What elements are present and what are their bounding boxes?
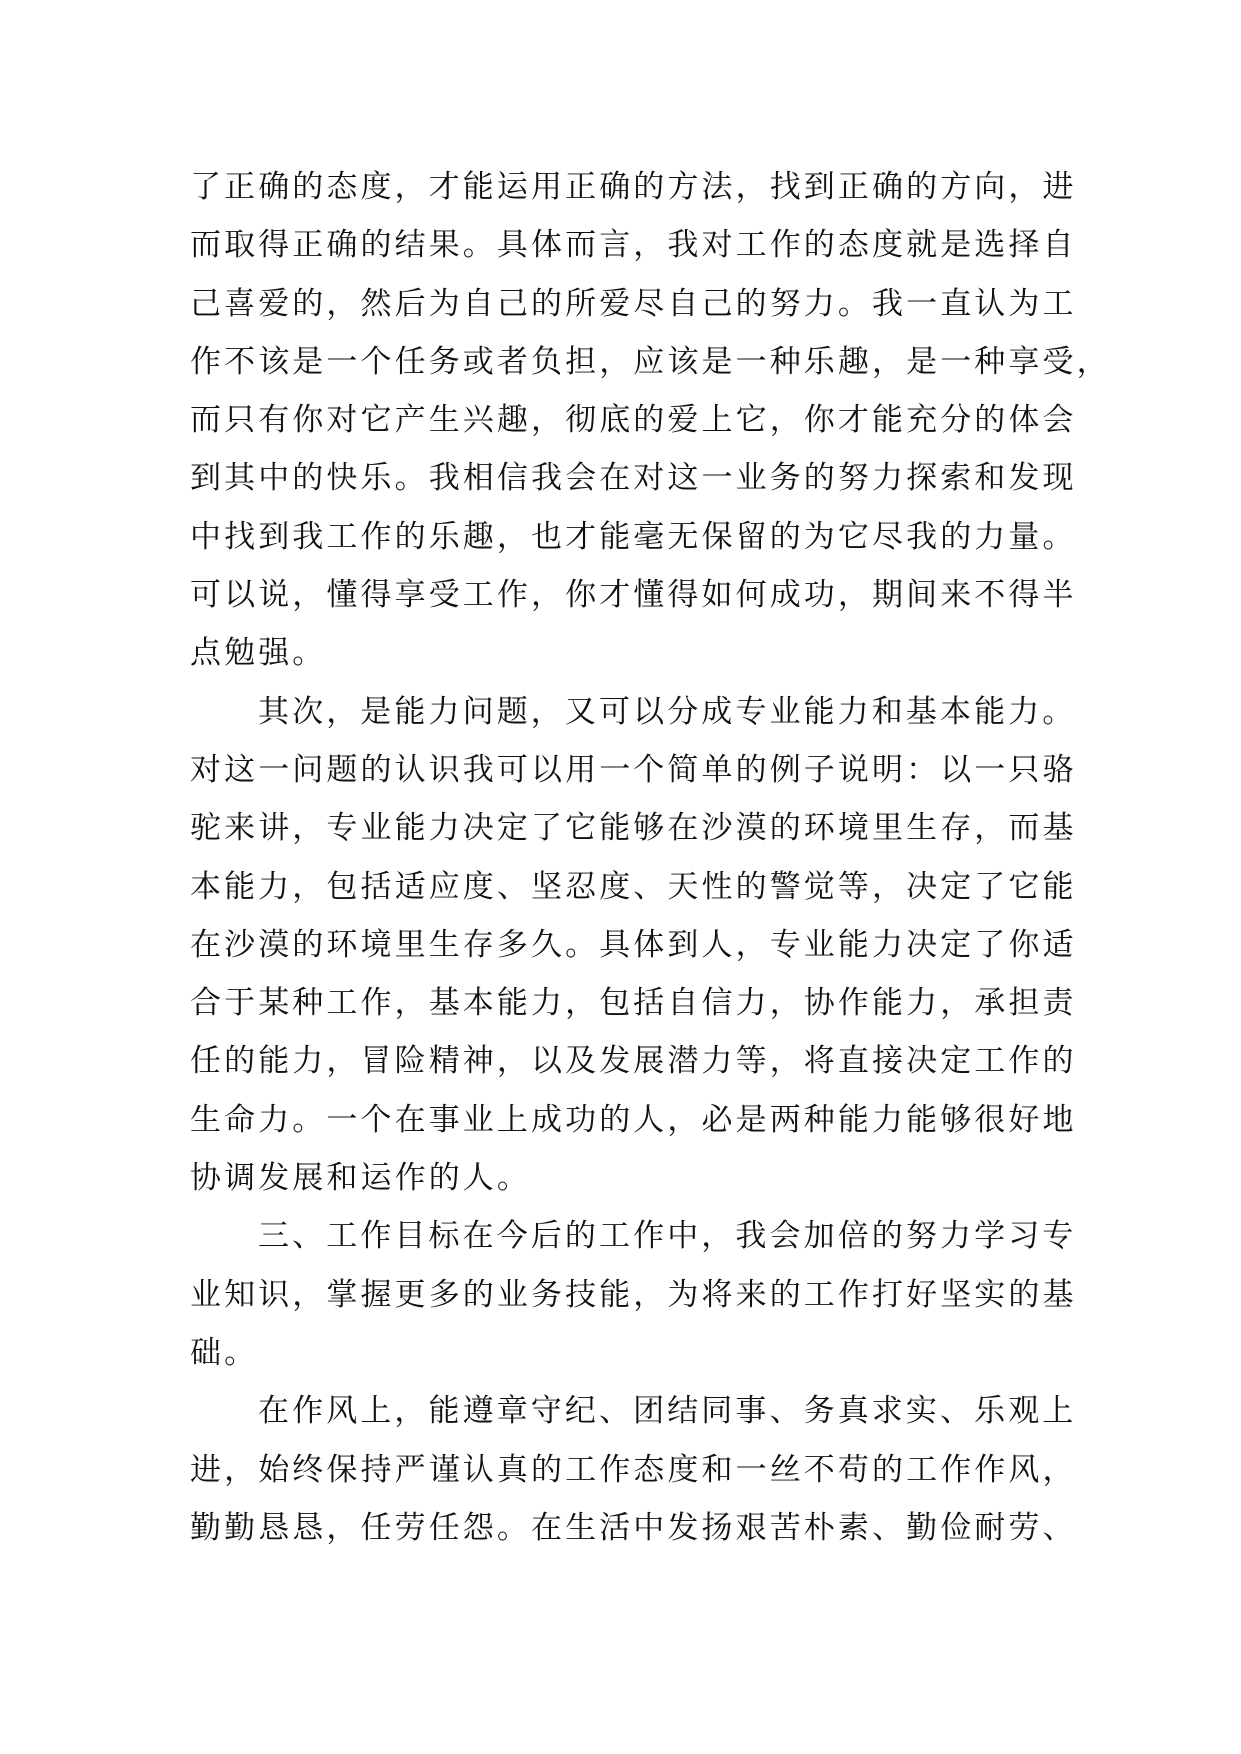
text-line: 协调发展和运作的人。 <box>190 1160 531 1197</box>
text-line: 生命力。一个在事业上成功的人，必是两种能力能够很好地 <box>190 1101 1077 1138</box>
text-line: 而取得正确的结果。具体而言，我对工作的态度就是选择自 <box>190 227 1077 264</box>
text-line: 任的能力，冒险精神，以及发展潜力等，将直接决定工作的 <box>190 1043 1077 1080</box>
document-body <box>190 158 1111 1557</box>
text-line: 在作风上，能遵章守纪、团结同事、务真求实、乐观上 <box>258 1393 1077 1430</box>
text-line: 到其中的快乐。我相信我会在对这一业务的努力探索和发现 <box>190 460 1077 497</box>
paragraph-4 <box>190 1382 1077 1557</box>
text-line: 础。 <box>190 1334 259 1371</box>
text-line: 勤勤恳恳，任劳任怨。在生活中发扬艰苦朴素、勤俭耐劳、 <box>190 1509 1077 1546</box>
text-line: 三、工作目标在今后的工作中，我会加倍的努力学习专 <box>258 1218 1077 1255</box>
text-line: 本能力，包括适应度、坚忍度、天性的警觉等，决定了它能 <box>190 868 1077 905</box>
text-line: 业知识，掌握更多的业务技能，为将来的工作打好坚实的基 <box>190 1276 1077 1313</box>
text-line: 而只有你对它产生兴趣，彻底的爱上它，你才能充分的体会 <box>190 402 1077 439</box>
text-line: 作不该是一个任务或者负担，应该是一种乐趣，是一种享受， <box>190 343 1111 380</box>
text-line: 在沙漠的环境里生存多久。具体到人，专业能力决定了你适 <box>190 926 1077 963</box>
text-line: 驼来讲，专业能力决定了它能够在沙漠的环境里生存，而基 <box>190 810 1077 847</box>
paragraph-2 <box>190 683 1077 1208</box>
text-line: 了正确的态度，才能运用正确的方法，找到正确的方向，进 <box>190 169 1077 205</box>
text-line: 进，始终保持严谨认真的工作态度和一丝不苟的工作作风， <box>190 1451 1077 1488</box>
paragraph-3 <box>190 1207 1077 1382</box>
paragraph-1 <box>190 158 1111 683</box>
text-line: 对这一问题的认识我可以用一个简单的例子说明：以一只骆 <box>190 751 1077 788</box>
text-line: 可以说，懂得享受工作，你才懂得如何成功，期间来不得半 <box>190 577 1077 614</box>
text-line: 中找到我工作的乐趣，也才能毫无保留的为它尽我的力量。 <box>190 518 1077 555</box>
text-line: 其次，是能力问题，又可以分成专业能力和基本能力。 <box>258 693 1077 730</box>
text-line: 点勉强。 <box>190 635 327 672</box>
text-line: 合于某种工作，基本能力，包括自信力，协作能力，承担责 <box>190 985 1077 1022</box>
text-line: 己喜爱的，然后为自己的所爱尽自己的努力。我一直认为工 <box>190 285 1077 322</box>
